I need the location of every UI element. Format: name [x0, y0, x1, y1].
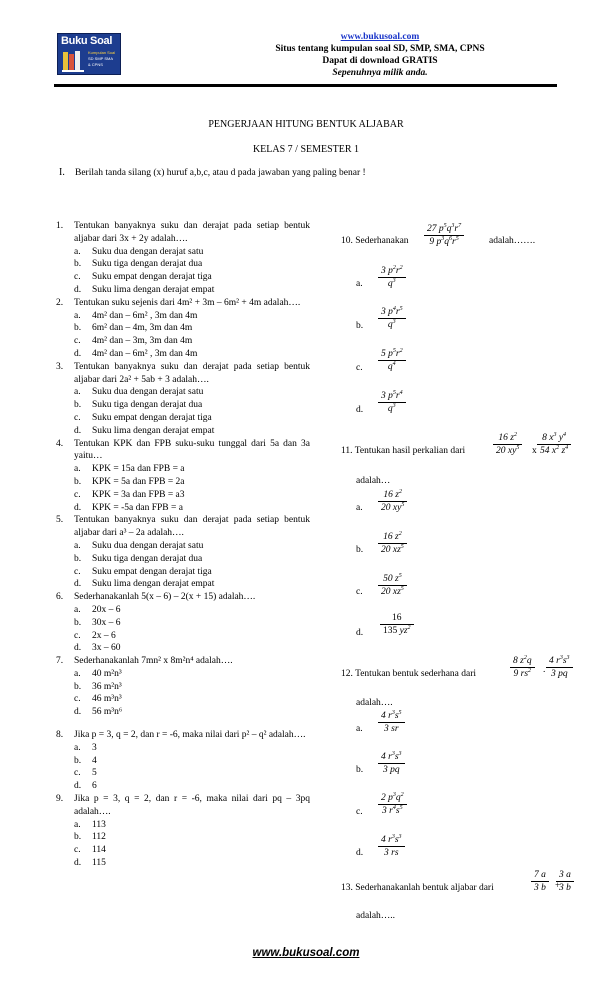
- option-letter[interactable]: d.: [356, 628, 364, 638]
- option-text: Suku dua dengan derajat satu: [92, 540, 204, 551]
- question-7: [56, 655, 310, 668]
- option-letter: d.: [74, 579, 82, 590]
- question-9: [56, 793, 310, 819]
- option[interactable]: [56, 284, 310, 297]
- option[interactable]: [56, 857, 310, 870]
- question-number: 5.: [56, 515, 64, 526]
- option-letter: c.: [74, 694, 81, 705]
- logo: [57, 33, 121, 75]
- option-letter: b.: [74, 476, 82, 487]
- question-stem: Tentukan banyaknya suku dan derajat pada setiap bentuk aljabar dari 2a² + 5ab + 3 adalah….: [74, 361, 310, 385]
- option[interactable]: [56, 463, 310, 476]
- option-letter: a.: [74, 668, 81, 679]
- logo-line: SD SMP SMA: [88, 56, 114, 61]
- page-title: PENGERJAAN HITUNG BENTUK ALJABAR: [208, 119, 404, 130]
- option-letter: d.: [74, 425, 82, 436]
- option-letter: d.: [74, 284, 82, 295]
- option[interactable]: [56, 386, 310, 399]
- option-letter: d.: [74, 858, 82, 869]
- option[interactable]: [56, 706, 310, 719]
- question-stem: Tentukan banyaknya suku dan derajat pada setiap bentuk aljabar dari a³ – 2a adalah….: [74, 515, 310, 539]
- option-text: 6: [92, 781, 97, 792]
- option-letter: a.: [74, 540, 81, 551]
- question-number: 7.: [56, 656, 64, 667]
- option-text: Suku empat dengan derajat tiga: [92, 412, 212, 423]
- question-13-tail: adalah…..: [356, 911, 396, 921]
- option[interactable]: [56, 642, 310, 655]
- answer-10c[interactable]: $\frac{5 p^5r^2}{q^4}$: [378, 348, 406, 373]
- question-12-expression: $\frac{8 z^2q}{9 rs^2}$: [510, 655, 535, 680]
- option-letter[interactable]: c.: [356, 363, 363, 373]
- header-line: Sepenuhnya milik anda.: [332, 68, 428, 78]
- option-text: 4m² dan – 6m² , 3m dan 4m: [92, 348, 198, 359]
- option-letter: a.: [74, 604, 81, 615]
- question-6: [56, 591, 310, 604]
- option-text: Suku dua dengan derajat satu: [92, 387, 204, 398]
- option-letter[interactable]: c.: [356, 807, 363, 817]
- logo-line: & CPNS: [88, 62, 103, 67]
- option-letter: b.: [74, 832, 82, 843]
- option-letter[interactable]: d.: [356, 848, 364, 858]
- logo-title: Buku Soal: [61, 35, 113, 47]
- footer-url-link[interactable]: www.bukusoal.com: [252, 947, 360, 959]
- option-text: 4m² dan – 3m, 3m dan 4m: [92, 336, 193, 347]
- question-3: [56, 361, 310, 387]
- option-letter: d.: [74, 781, 82, 792]
- option[interactable]: [56, 246, 310, 259]
- option[interactable]: [56, 489, 310, 502]
- question-stem: Tentukan suku sejenis dari 4m² + 3m – 6m² + 4m adalah….: [74, 297, 301, 308]
- option-text: 30x – 6: [92, 617, 121, 628]
- question-5: [56, 514, 310, 540]
- option[interactable]: [56, 844, 310, 857]
- option-text: Suku empat dengan derajat tiga: [92, 566, 212, 577]
- option[interactable]: [56, 258, 310, 271]
- question-13-expression-2: $\frac{3 a}{3 b}$: [556, 869, 574, 894]
- option-text: 46 m³n³: [92, 694, 122, 705]
- option-letter[interactable]: b.: [356, 545, 364, 555]
- option-text: 115: [92, 858, 106, 869]
- option-letter: d.: [74, 348, 82, 359]
- option[interactable]: [56, 310, 310, 323]
- option[interactable]: [56, 780, 310, 793]
- books-icon: [62, 49, 84, 72]
- header-line: Dapat di download GRATIS: [322, 56, 438, 66]
- question-number: 2.: [56, 297, 64, 308]
- option-text: KPK = 3a dan FPB = a3: [92, 489, 185, 500]
- option-text: KPK = 15a dan FPB = a: [92, 464, 185, 475]
- option-text: 112: [92, 832, 106, 843]
- answer-10a[interactable]: $\frac{3 p^2r^2}{q^3}$: [378, 265, 406, 290]
- option-text: Suku lima dengan derajat empat: [92, 284, 215, 295]
- option-text: 6m² dan – 4m, 3m dan 4m: [92, 323, 193, 334]
- option[interactable]: [56, 271, 310, 284]
- option-letter: c.: [74, 412, 81, 423]
- question-number: 8.: [56, 730, 64, 741]
- answer-10d[interactable]: $\frac{3 p^5r^4}{q^3}$: [378, 390, 406, 415]
- option-letter[interactable]: a.: [356, 724, 363, 734]
- option-text: 2x – 6: [92, 630, 116, 641]
- question-10-expression: $\frac{27 p^5q^3r^7}{9 p^3q^6r^5}$: [424, 223, 464, 248]
- section-number: I.: [59, 167, 65, 178]
- option-letter: a.: [74, 246, 81, 257]
- question-12-expression-2: $\frac{4 r^3s^3}{3 pq}$: [546, 655, 573, 680]
- question-13-lead: 13. Sederhanakanlah bentuk aljabar dari: [341, 883, 494, 893]
- option-letter: b.: [74, 400, 82, 411]
- header-line: Situs tentang kumpulan soal SD, SMP, SMA, CPNS: [275, 44, 485, 54]
- answer-11b[interactable]: $\frac{16 z^2}{20 xz^5}$: [378, 531, 407, 556]
- option[interactable]: [56, 335, 310, 348]
- option[interactable]: [56, 540, 310, 553]
- option[interactable]: [56, 566, 310, 579]
- question-1: [56, 220, 310, 246]
- option[interactable]: [56, 668, 310, 681]
- option[interactable]: [56, 348, 310, 361]
- option-letter: a.: [74, 310, 81, 321]
- question-11-expression: $\frac{16 z^2}{20 xy^5}$: [493, 432, 522, 457]
- option-letter[interactable]: b.: [356, 321, 364, 331]
- site-url-link[interactable]: www.bukusoal.com: [340, 32, 420, 42]
- instruction-text: Berilah tanda silang (x) huruf a,b,c, atau d pada jawaban yang paling benar !: [75, 168, 366, 178]
- site-header: [240, 31, 520, 79]
- page-subtitle: KELAS 7 / SEMESTER 1: [252, 144, 360, 155]
- option[interactable]: [56, 412, 310, 425]
- question-2: [56, 297, 310, 310]
- option-letter: d.: [74, 502, 82, 513]
- option[interactable]: [56, 617, 310, 630]
- option[interactable]: [56, 819, 310, 832]
- answer-11c[interactable]: $\frac{50 z^5}{20 xz^5}$: [378, 573, 407, 598]
- answer-12a[interactable]: $\frac{4 r^3s^5}{3 sr}$: [378, 710, 405, 735]
- option-letter: c.: [74, 768, 81, 779]
- option-text: 5: [92, 768, 97, 779]
- option-text: Suku tiga dengan derajat dua: [92, 400, 203, 411]
- option[interactable]: [56, 630, 310, 643]
- option[interactable]: [56, 399, 310, 412]
- option-letter[interactable]: b.: [356, 765, 364, 775]
- question-stem: Sederhanakanlah 5(x – 6) – 2(x + 15) adalah….: [74, 592, 256, 603]
- option[interactable]: [56, 831, 310, 844]
- option-text: 114: [92, 845, 106, 856]
- option-text: 40 m²n³: [92, 668, 122, 679]
- question-number: 6.: [56, 592, 64, 603]
- option-text: 3: [92, 742, 97, 753]
- option[interactable]: [56, 553, 310, 566]
- option-letter: c.: [74, 630, 81, 641]
- option-letter: c.: [74, 566, 81, 577]
- question-8: [56, 729, 310, 742]
- option-letter[interactable]: d.: [356, 405, 364, 415]
- question-number: 9.: [56, 794, 64, 805]
- option-letter: c.: [74, 489, 81, 500]
- option[interactable]: [56, 476, 310, 489]
- answer-12b[interactable]: $\frac{4 r^3s^3}{3 pq}$: [378, 751, 405, 776]
- option[interactable]: [56, 681, 310, 694]
- times-sign: x: [532, 446, 537, 456]
- answer-12c[interactable]: $\frac{2 p^3q^2}{3 r^4s^5}$: [378, 792, 407, 817]
- question-11-tail: adalah…: [356, 476, 391, 486]
- question-13-expression: $\frac{7 a}{3 b}$: [531, 869, 549, 894]
- option-text: Suku tiga dengan derajat dua: [92, 553, 203, 564]
- question-11-expression-2: $\frac{8 x^3 y^4}{54 x^2 z^4}$: [537, 432, 571, 457]
- option[interactable]: [56, 502, 310, 515]
- option-letter: d.: [74, 643, 82, 654]
- option-letter[interactable]: c.: [356, 587, 363, 597]
- option-letter: b.: [74, 617, 82, 628]
- option[interactable]: [56, 425, 310, 438]
- option-letter: b.: [74, 681, 82, 692]
- option-letter: c.: [74, 336, 81, 347]
- option[interactable]: [56, 755, 310, 768]
- answer-10b[interactable]: $\frac{3 p^4r^5}{q^3}$: [378, 306, 406, 331]
- logo-line: Kumpulan Soal: [88, 50, 116, 55]
- option[interactable]: [56, 693, 310, 706]
- answer-12d[interactable]: $\frac{4 r^3s^3}{3 rs}$: [378, 834, 405, 859]
- option-text: 3x – 60: [92, 643, 121, 654]
- question-stem: Jika p = 3, q = 2, dan r = -6, maka nilai dari p² – q² adalah….: [74, 730, 306, 741]
- option-letter[interactable]: a.: [356, 503, 363, 513]
- question-stem: Sederhanakanlah 7mn² x 8m²n⁴ adalah….: [74, 656, 233, 667]
- option-letter: a.: [74, 742, 81, 753]
- option-text: Suku lima dengan derajat empat: [92, 579, 215, 590]
- option[interactable]: [56, 742, 310, 755]
- spacer: [56, 719, 310, 729]
- option-text: 20x – 6: [92, 604, 121, 615]
- option-letter: b.: [74, 259, 82, 270]
- option-letter: c.: [74, 845, 81, 856]
- option-letter[interactable]: a.: [356, 279, 363, 289]
- header-divider: [54, 84, 557, 87]
- option-text: 4: [92, 755, 97, 766]
- option-text: KPK = 5a dan FPB = 2a: [92, 476, 185, 487]
- question-10-lead: 10. Sederhanakan: [341, 236, 409, 246]
- option[interactable]: [56, 604, 310, 617]
- option-letter: b.: [74, 553, 82, 564]
- option-letter: c.: [74, 272, 81, 283]
- option-letter: a.: [74, 464, 81, 475]
- option-text: 36 m²n³: [92, 681, 122, 692]
- question-4: [56, 438, 310, 464]
- option-letter: a.: [74, 819, 81, 830]
- question-11-lead: 11. Tentukan hasil perkalian dari: [341, 446, 466, 456]
- option-letter: a.: [74, 387, 81, 398]
- option-text: Suku tiga dengan derajat dua: [92, 259, 203, 270]
- question-stem: Tentukan banyaknya suku dan derajat pada setiap bentuk aljabar dari 3x + 2y adalah….: [74, 221, 310, 244]
- option-text: Suku dua dengan derajat satu: [92, 246, 204, 257]
- dot-sign: .: [543, 665, 546, 675]
- answer-11d[interactable]: $\frac{16}{135 yz^2}$: [380, 612, 414, 637]
- answer-11a[interactable]: $\frac{16 z^2}{20 xy^5}$: [378, 489, 407, 514]
- question-12-tail: adalah….: [356, 698, 393, 708]
- option[interactable]: [56, 767, 310, 780]
- option-text: KPK = -5a dan FPB = a: [92, 502, 183, 513]
- option[interactable]: [56, 322, 310, 335]
- option-text: Suku empat dengan derajat tiga: [92, 272, 212, 283]
- question-number: 3.: [56, 361, 64, 372]
- option-letter: b.: [74, 323, 82, 334]
- option-letter: b.: [74, 755, 82, 766]
- question-stem: Tentukan KPK dan FPB suku-suku tunggal dari 5a dan 3a yaitu…: [74, 438, 310, 462]
- option[interactable]: [56, 578, 310, 591]
- option-text: 56 m³n⁶: [92, 707, 123, 718]
- question-number: 1.: [56, 221, 64, 231]
- option-letter: d.: [74, 707, 82, 718]
- question-stem: Jika p = 3, q = 2, dan r = -6, maka nilai dari pq – 3pq adalah….: [74, 794, 310, 817]
- plus-sign: +: [555, 881, 561, 891]
- option-text: 4m² dan – 6m² , 3m dan 4m: [92, 310, 198, 321]
- option-text: Suku lima dengan derajat empat: [92, 425, 215, 436]
- question-number: 4.: [56, 438, 64, 449]
- left-column: [56, 220, 310, 870]
- question-10-tail: adalah…….: [489, 236, 536, 246]
- option-text: 113: [92, 819, 106, 830]
- question-12-lead: 12. Tentukan bentuk sederhana dari: [341, 669, 477, 679]
